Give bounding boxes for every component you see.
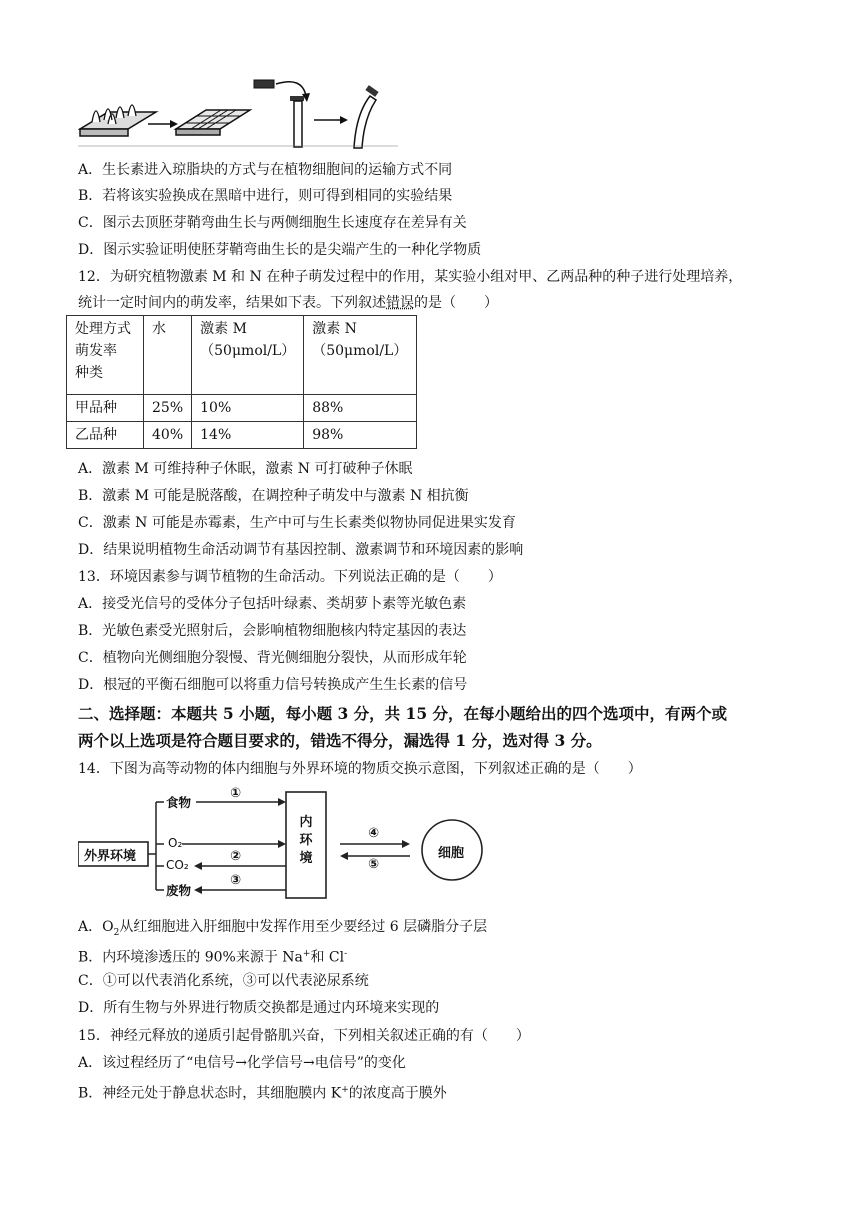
q11-option-b: B．若将该实验换成在黑暗中进行，则可得到相同的实验结果 (78, 188, 453, 204)
q15-b-sup: + (341, 1085, 349, 1095)
q15-option-a: A．该过程经历了“电信号→化学信号→电信号”的变化 (78, 1055, 406, 1071)
header-n-name: 激素 N (312, 321, 357, 337)
table-cell: 乙品种 (67, 422, 144, 449)
food-label: 食物 (166, 795, 192, 810)
q14-b-sup2: - (344, 949, 348, 959)
q11-option-a: A．生长素进入琼脂块的方式与在植物细胞间的运输方式不同 (78, 162, 453, 178)
q11-option-c: C．图示去顶胚芽鞘弯曲生长与两侧细胞生长速度存在差异有关 (78, 215, 467, 231)
q14-option-b (78, 944, 347, 968)
waste-label: 废物 (166, 883, 192, 898)
outer-env-label: 外界环境 (84, 849, 137, 864)
diagram-lines (78, 786, 494, 906)
table-header-row (67, 316, 417, 395)
q12-option-a: A．激素 M 可维持种子休眠，激素 N 可打破种子休眠 (78, 461, 413, 477)
q15-option-b (78, 1080, 447, 1104)
table-cell: 40% (144, 422, 192, 449)
marker-5: ⑤ (368, 857, 380, 872)
q12-option-b: B．激素 M 可能是脱落酸，在调控种子萌发中与激素 N 相抗衡 (78, 488, 469, 504)
q14-b-mid: 和 Cl (310, 949, 345, 966)
header-variety: 种类 (75, 365, 103, 381)
table-cell: 25% (144, 395, 192, 422)
inner-env-label: 内环境 (299, 815, 313, 866)
co2-label: CO₂ (166, 858, 189, 872)
q12-stem-emphasis: 错误 (386, 295, 414, 311)
q14-stem: 14．下图为高等动物的体内细胞与外界环境的物质交换示意图，下列叙述正确的是（ ） (78, 761, 642, 777)
q12-stem-post: 的是（ ） (414, 295, 498, 311)
q14-a-sub: 2 (113, 927, 120, 938)
header-treatment: 处理方式 (75, 321, 131, 337)
q14-option-a (78, 917, 487, 943)
q11-option-d: D．图示实验证明使胚芽鞘弯曲生长的是尖端产生的一种化学物质 (78, 242, 482, 258)
q14-b-pre: B．内环境渗透压的 90%来源于 Na (78, 949, 303, 966)
header-m-name: 激素 M (200, 321, 247, 337)
q12-stem-line1: 12．为研究植物激素 M 和 N 在种子萌发过程中的作用，某实验小组对甲、乙两品种的种子进行处理培养， (78, 269, 743, 285)
header-hormone-n (304, 316, 417, 395)
section2-heading-line1: 二、选择题：本题共 5 小题，每小题 3 分，共 15 分，在每小题给出的四个选项中，有两个或 (78, 704, 728, 723)
q14-option-c: C．①可以代表消化系统，③可以代表泌尿系统 (78, 973, 369, 989)
table-row (67, 422, 417, 449)
header-hormone-m (192, 316, 304, 395)
o2-label: O₂ (168, 836, 183, 850)
q12-stem-pre: 统计一定时间内的萌发率，结果如下表。下列叙述 (78, 295, 386, 311)
coleoptile-experiment-figure (78, 74, 398, 154)
q15-b-post: 的浓度高于膜外 (348, 1085, 447, 1102)
q15-stem: 15．神经元释放的递质引起骨骼肌兴奋，下列相关叙述正确的有（ ） (78, 1028, 530, 1044)
table-cell: 88% (304, 395, 417, 422)
table-cell: 98% (304, 422, 417, 449)
q13-option-b: B．光敏色素受光照射后，会影响植物细胞核内特定基因的表达 (78, 623, 467, 639)
header-n-conc: （50μmol/L） (312, 343, 408, 359)
q12-option-c: C．激素 N 可能是赤霉素，生产中可与生长素类似物协同促进果实发育 (78, 515, 516, 531)
header-water: 水 (144, 316, 192, 395)
q14-a-post: 从红细胞进入肝细胞中发挥作用至少要经过 6 层磷脂分子层 (119, 919, 488, 935)
table-header-corner (67, 316, 144, 395)
q12-option-d: D．结果说明植物生命活动调节有基因控制、激素调节和环境因素的影响 (78, 542, 524, 558)
marker-2: ② (230, 849, 242, 864)
cell-label: 细胞 (438, 846, 465, 861)
table-cell: 10% (192, 395, 304, 422)
header-m-conc: （50μmol/L） (200, 343, 296, 359)
q13-option-c: C．植物向光侧细胞分裂慢、背光侧细胞分裂快，从而形成年轮 (78, 650, 467, 666)
q15-b-pre: B．神经元处于静息状态时，其细胞膜内 K (78, 1085, 342, 1102)
q12-stem-line2 (78, 293, 498, 313)
q13-stem: 13．环境因素参与调节植物的生命活动。下列说法正确的是（ ） (78, 569, 502, 585)
table-row (67, 395, 417, 422)
marker-4: ④ (368, 826, 380, 841)
marker-1: ① (230, 786, 242, 801)
q13-option-d: D．根冠的平衡石细胞可以将重力信号转换成产生生长素的信号 (78, 677, 468, 693)
q14-a-pre: A．O (78, 919, 114, 935)
table-cell: 甲品种 (67, 395, 144, 422)
material-exchange-diagram (78, 786, 494, 906)
q14-option-d: D．所有生物与外界进行物质交换都是通过内环境来实现的 (78, 1000, 440, 1016)
marker-3: ③ (230, 873, 242, 888)
q12-germination-table (66, 315, 417, 449)
q13-option-a: A．接受光信号的受体分子包括叶绿素、类胡萝卜素等光敏色素 (78, 596, 467, 612)
header-rate: 萌发率 (75, 343, 117, 359)
q14-b-sup1: + (302, 949, 311, 959)
table-cell: 14% (192, 422, 304, 449)
section2-heading-line2: 两个以上选项是符合题目要求的，错选不得分，漏选得 1 分，选对得 3 分。 (78, 731, 602, 750)
